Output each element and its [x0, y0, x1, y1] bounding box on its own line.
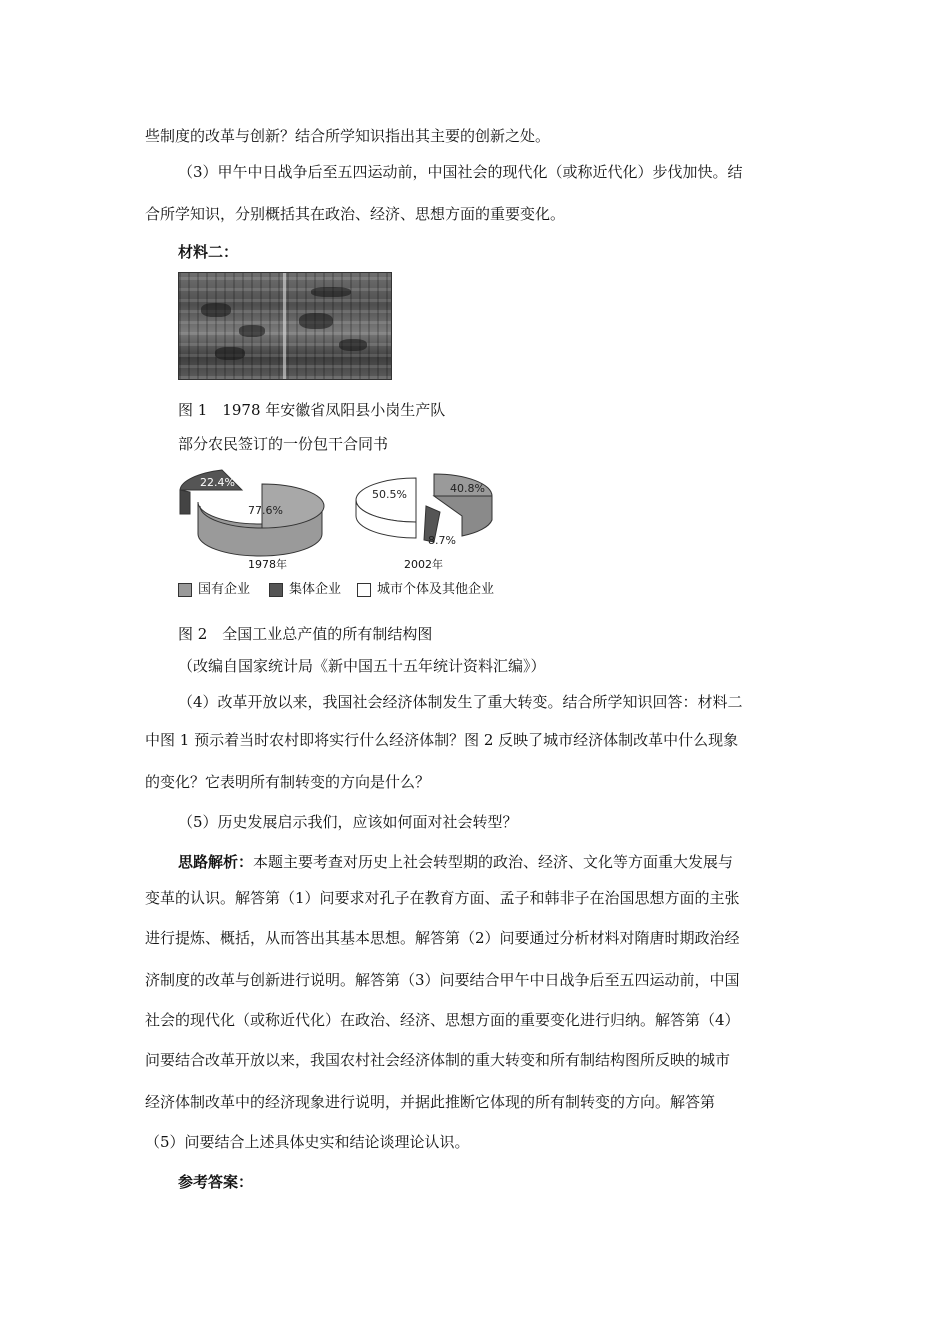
- text-line: 些制度的改革与创新？结合所学知识指出其主要的创新之处。: [145, 127, 551, 145]
- pie-2002-state-label: 40.8%: [450, 482, 485, 495]
- pie-2002-year-label: 2002年: [404, 558, 443, 571]
- question-3-line: （3）甲午中日战争后至五四运动前，中国社会的现代化（或称近代化）步伐加快。结: [178, 163, 743, 181]
- pie-1978-collective-side: [180, 490, 190, 514]
- figure-2-source: （改编自国家统计局《新中国五十五年统计资料汇编》）: [178, 657, 546, 675]
- pie-1978: [180, 470, 324, 571]
- pie-1978-state-label: 77.6%: [248, 504, 283, 517]
- pie-1978-year-label: 1978年: [248, 558, 287, 571]
- legend-label: 国有企业: [198, 582, 251, 597]
- figure-1-caption-cont: 部分农民签订的一份包干合同书: [178, 435, 389, 453]
- legend-item-state: [178, 582, 250, 598]
- legend-item-collective: [269, 582, 341, 598]
- text-line: 济制度的改革与创新进行说明。解答第（3）问要结合甲午中日战争后至五四运动前，中国: [145, 971, 740, 989]
- legend-item-private: [357, 582, 494, 598]
- figure-2-caption: 图 2 全国工业总产值的所有制结构图: [178, 625, 433, 643]
- question-5-line: （5）历史发展启示我们，应该如何面对社会转型？: [178, 813, 518, 831]
- text-line: 合所学知识，分别概括其在政治、经济、思想方面的重要变化。: [145, 205, 566, 223]
- text-line: 的变化？它表明所有制转变的方向是什么？: [145, 773, 431, 791]
- text-line: 变革的认识。解答第（1）问要求对孔子在教育方面、孟子和韩非子在治国思想方面的主张: [145, 889, 740, 907]
- text-line: （5）问要结合上述具体史实和结论谈理论认识。: [145, 1133, 470, 1151]
- text-line: 中图 1 预示着当时农村即将实行什么经济体制？图 2 反映了城市经济体制改革中什么现象: [145, 731, 739, 749]
- pie-2002-private-label: 50.5%: [372, 488, 407, 501]
- pie-2002-state-side: [434, 496, 492, 536]
- figure-1-caption: 图 1 1978 年安徽省凤阳县小岗生产队: [178, 401, 446, 419]
- analysis-text: 本题主要考查对历史上社会转型期的政治、经济、文化等方面重大发展与: [253, 853, 734, 871]
- analysis-label: 思路解析：: [178, 853, 254, 871]
- legend-swatch: [269, 583, 283, 597]
- contract-photo: [178, 272, 392, 380]
- question-4-line: （4）改革开放以来，我国社会经济体制发生了重大转变。结合所学知识回答：材料二: [178, 693, 743, 711]
- text-line: 进行提炼、概括，从而答出其基本思想。解答第（2）问要通过分析材料对隋唐时期政治经: [145, 929, 740, 947]
- pie-1978-collective-label: 22.4%: [200, 476, 235, 489]
- pie-2002-collective-label: 8.7%: [428, 534, 456, 547]
- pie-2002: [356, 474, 492, 571]
- text-line: 问要结合改革开放以来，我国农村社会经济体制的重大转变和所有制结构图所反映的城市: [145, 1051, 731, 1069]
- analysis-line: [178, 852, 810, 872]
- legend-swatch: [178, 583, 192, 597]
- text-line: 社会的现代化（或称近代化）在政治、经济、思想方面的重要变化进行归纳。解答第（4）: [145, 1011, 740, 1029]
- answer-heading: 参考答案：: [178, 1173, 254, 1191]
- legend-swatch: [357, 583, 371, 597]
- text-line: 经济体制改革中的经济现象进行说明，并据此推断它体现的所有制转变的方向。解答第: [145, 1093, 716, 1111]
- legend-label: 集体企业: [289, 582, 342, 597]
- material-2-heading: 材料二：: [178, 243, 239, 261]
- legend-label: 城市个体及其他企业: [377, 582, 495, 597]
